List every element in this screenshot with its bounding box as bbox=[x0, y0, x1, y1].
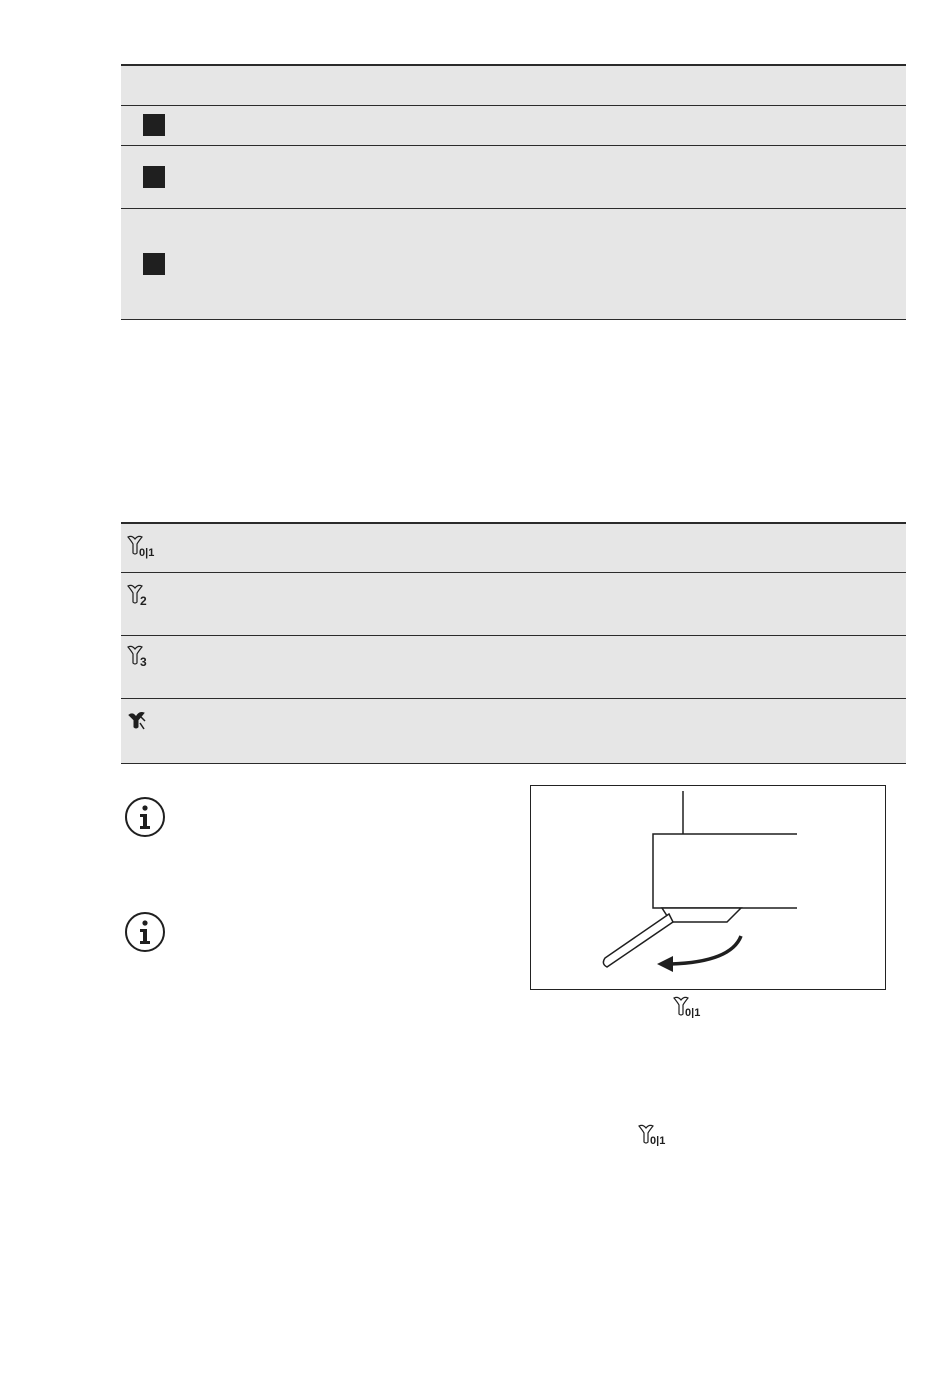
table-row bbox=[121, 522, 906, 573]
fan-boost-icon bbox=[126, 709, 156, 735]
black-square-marker bbox=[143, 166, 165, 188]
fan-speed-label: 3 bbox=[140, 655, 147, 669]
table-header-row bbox=[121, 64, 906, 106]
table-row bbox=[121, 636, 906, 699]
fan-speed-0-1-icon bbox=[672, 996, 712, 1018]
table-row bbox=[121, 573, 906, 636]
table-row bbox=[121, 146, 906, 209]
table-2 bbox=[121, 522, 906, 764]
fan-speed-0-1-icon bbox=[126, 534, 156, 560]
knob-drawing bbox=[531, 786, 884, 988]
fan-speed-label: 0|1 bbox=[685, 1007, 701, 1018]
table-row bbox=[121, 209, 906, 320]
fan-speed-label: 0|1 bbox=[650, 1135, 666, 1146]
fan-speed-2-icon bbox=[126, 583, 156, 609]
info-icon bbox=[124, 911, 166, 953]
black-square-marker bbox=[143, 253, 165, 275]
fan-speed-3-icon bbox=[126, 644, 156, 670]
table-row bbox=[121, 106, 906, 146]
black-square-marker bbox=[143, 114, 165, 136]
info-icon bbox=[124, 796, 166, 838]
knob-illustration bbox=[530, 785, 886, 990]
fan-speed-label: 0|1 bbox=[139, 547, 155, 559]
table-1 bbox=[121, 64, 906, 320]
fan-speed-0-1-icon bbox=[637, 1124, 677, 1146]
table-row bbox=[121, 699, 906, 764]
fan-speed-label: 2 bbox=[140, 594, 147, 608]
